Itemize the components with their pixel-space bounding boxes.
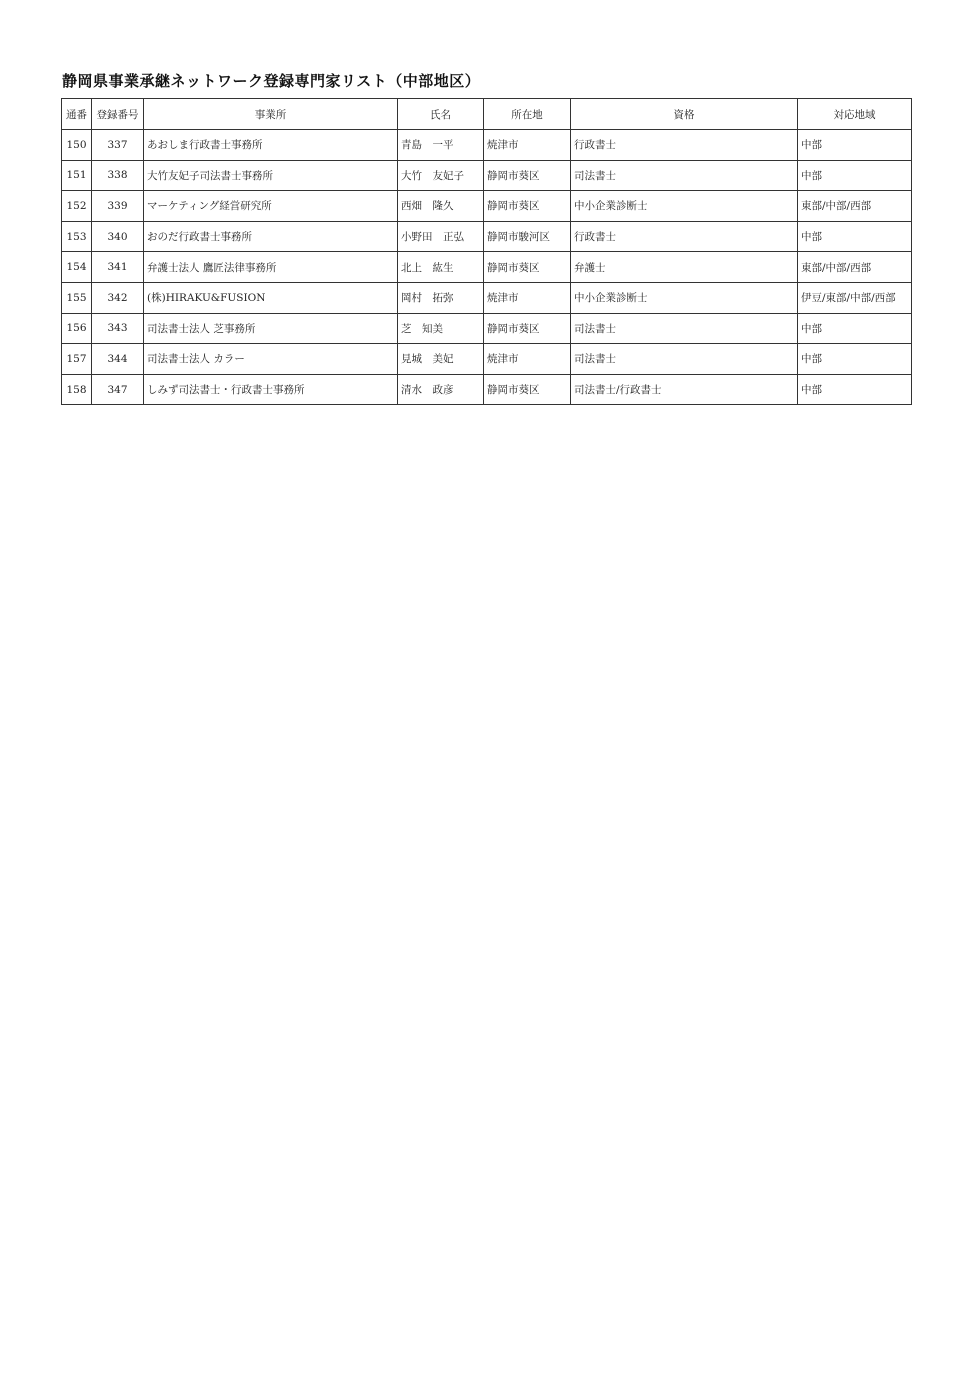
cell-serial: 154 [62,252,92,283]
cell-office: しみず司法書士・行政書士事務所 [144,374,398,405]
table-row [62,191,912,222]
cell-name: 芝 知美 [398,313,484,344]
cell-registration-number: 337 [92,130,144,161]
cell-office: (株)HIRAKU&FUSION [144,282,398,313]
cell-registration-number: 340 [92,221,144,252]
cell-region: 中部 [798,221,912,252]
cell-qualification: 行政書士 [571,221,798,252]
cell-serial: 152 [62,191,92,222]
header-serial: 通番 [62,99,92,130]
cell-serial: 151 [62,160,92,191]
cell-registration-number: 344 [92,344,144,375]
cell-qualification: 司法書士 [571,160,798,191]
header-name: 氏名 [398,99,484,130]
cell-region: 中部 [798,160,912,191]
cell-serial: 153 [62,221,92,252]
header-region: 対応地域 [798,99,912,130]
cell-office: マーケティング経営研究所 [144,191,398,222]
cell-office: 大竹友妃子司法書士事務所 [144,160,398,191]
cell-region: 東部/中部/西部 [798,191,912,222]
cell-location: 静岡市葵区 [484,191,571,222]
cell-name: 北上 紘生 [398,252,484,283]
table-row [62,313,912,344]
cell-name: 岡村 拓弥 [398,282,484,313]
table-row [62,221,912,252]
table-header-row [62,99,912,130]
cell-name: 青島 一平 [398,130,484,161]
cell-location: 静岡市葵区 [484,252,571,283]
header-location: 所在地 [484,99,571,130]
cell-location: 焼津市 [484,344,571,375]
cell-serial: 156 [62,313,92,344]
cell-name: 小野田 正弘 [398,221,484,252]
cell-name: 清水 政彦 [398,374,484,405]
cell-location: 焼津市 [484,130,571,161]
cell-region: 中部 [798,344,912,375]
page-title: 静岡県事業承継ネットワーク登録専門家リスト（中部地区） [62,72,481,90]
table-row [62,130,912,161]
cell-office: あおしま行政書士事務所 [144,130,398,161]
cell-region: 伊豆/東部/中部/西部 [798,282,912,313]
expert-list-table [61,98,912,405]
cell-qualification: 弁護士 [571,252,798,283]
cell-location: 焼津市 [484,282,571,313]
cell-qualification: 司法書士 [571,313,798,344]
cell-registration-number: 342 [92,282,144,313]
cell-office: 司法書士法人 芝事務所 [144,313,398,344]
cell-registration-number: 347 [92,374,144,405]
cell-office: 司法書士法人 カラー [144,344,398,375]
cell-qualification: 中小企業診断士 [571,282,798,313]
cell-qualification: 行政書士 [571,130,798,161]
cell-office: 弁護士法人 鷹匠法律事務所 [144,252,398,283]
cell-name: 大竹 友妃子 [398,160,484,191]
cell-location: 静岡市駿河区 [484,221,571,252]
table-row [62,282,912,313]
cell-qualification: 中小企業診断士 [571,191,798,222]
cell-region: 中部 [798,374,912,405]
cell-qualification: 司法書士 [571,344,798,375]
cell-serial: 157 [62,344,92,375]
cell-serial: 155 [62,282,92,313]
cell-name: 西畑 隆久 [398,191,484,222]
cell-name: 見城 美妃 [398,344,484,375]
table-body [62,130,912,405]
cell-region: 中部 [798,313,912,344]
cell-registration-number: 339 [92,191,144,222]
header-registration-number: 登録番号 [92,99,144,130]
table-row [62,344,912,375]
cell-serial: 158 [62,374,92,405]
table-row [62,160,912,191]
table-row [62,252,912,283]
cell-registration-number: 338 [92,160,144,191]
cell-registration-number: 343 [92,313,144,344]
header-qualification: 資格 [571,99,798,130]
cell-region: 東部/中部/西部 [798,252,912,283]
cell-region: 中部 [798,130,912,161]
cell-qualification: 司法書士/行政書士 [571,374,798,405]
cell-location: 静岡市葵区 [484,313,571,344]
cell-location: 静岡市葵区 [484,160,571,191]
cell-serial: 150 [62,130,92,161]
cell-location: 静岡市葵区 [484,374,571,405]
cell-office: おのだ行政書士事務所 [144,221,398,252]
table-row [62,374,912,405]
cell-registration-number: 341 [92,252,144,283]
header-office: 事業所 [144,99,398,130]
